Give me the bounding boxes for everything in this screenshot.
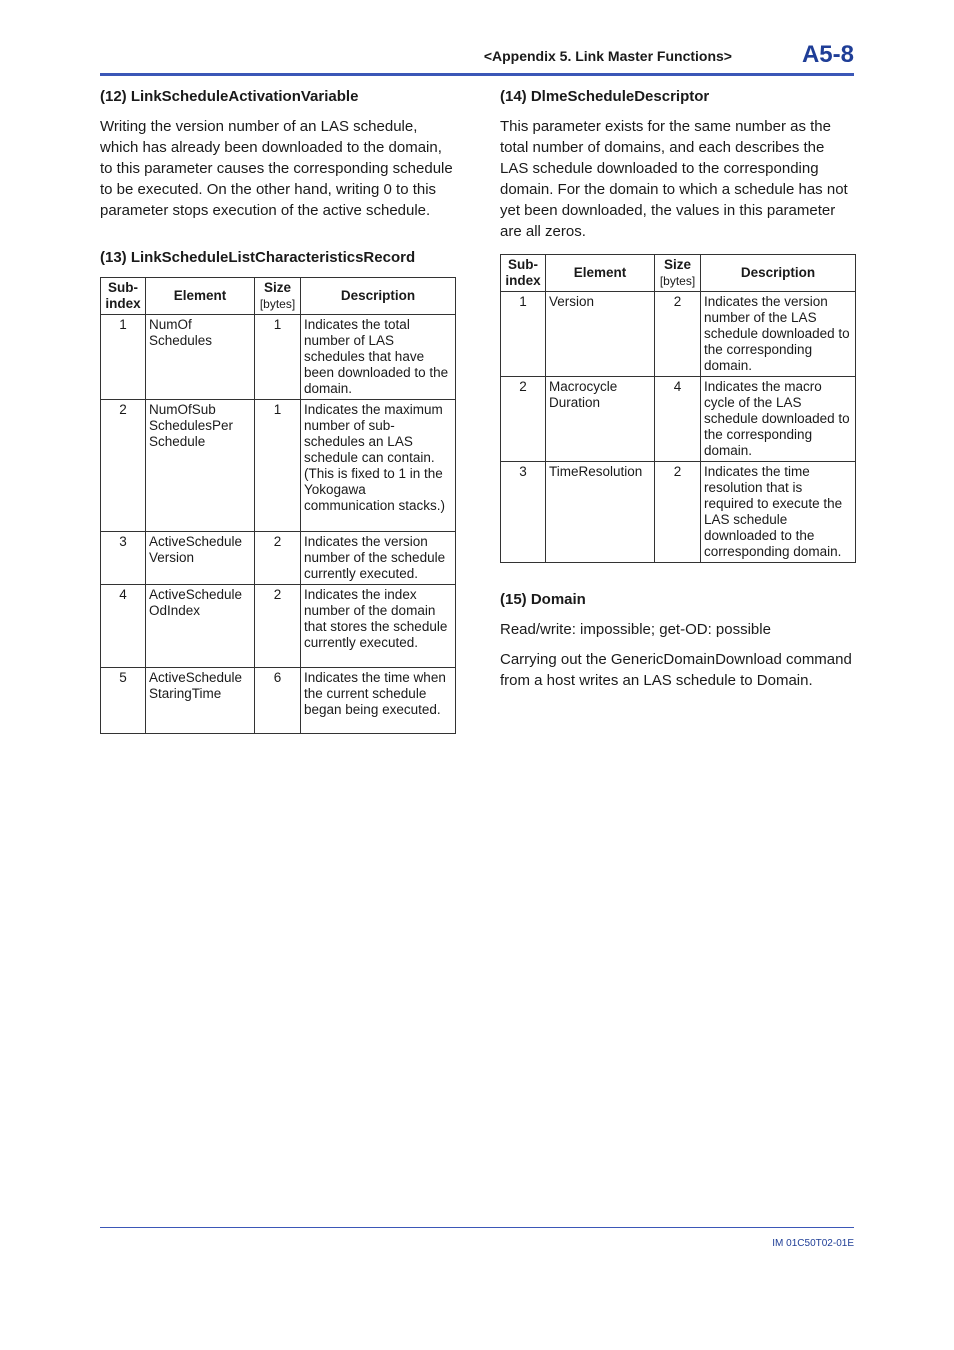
cell-description: Indicates the macro cycle of the LAS schedule downloaded to the corresponding domain.	[701, 377, 856, 462]
header-size: Size [bytes]	[655, 255, 701, 292]
cell-element: Macrocycle Duration	[546, 377, 655, 462]
section-13-table	[100, 277, 456, 734]
header-element: Element	[146, 278, 255, 315]
section-14-title: (14) DlmeScheduleDescriptor	[500, 88, 710, 105]
cell-subindex: 5	[101, 668, 146, 734]
cell-description: Indicates the time resolution that is required to execute the LAS schedule downloaded to the corresponding domain.	[701, 462, 856, 563]
table-row	[101, 400, 456, 532]
section-15-title: (15) Domain	[500, 591, 586, 608]
header-size: Size [bytes]	[255, 278, 301, 315]
cell-size: 2	[255, 532, 301, 585]
cell-subindex: 3	[501, 462, 546, 563]
section-14-body: This parameter exists for the same number as the total number of domains, and each describes the LAS schedule downloaded to the corresponding domain. For the domain to which a schedule has not yet been downloaded, the values in this parameter are all zeros.	[500, 118, 848, 240]
cell-subindex: 1	[101, 315, 146, 400]
table-row	[101, 668, 456, 734]
cell-subindex: 3	[101, 532, 146, 585]
cell-size: 4	[655, 377, 701, 462]
header-element: Element	[546, 255, 655, 292]
header-description: Description	[301, 278, 456, 315]
table-row	[501, 292, 856, 377]
cell-description: Indicates the version number of the schedule currently executed.	[301, 532, 456, 585]
table-header-row	[101, 278, 456, 315]
cell-description: Indicates the index number of the domain that stores the schedule currently executed.	[301, 585, 456, 668]
section-15-body-2: Carrying out the GenericDomainDownload command from a host writes an LAS schedule to Domain.	[500, 651, 852, 689]
cell-element: ActiveSchedule Version	[146, 532, 255, 585]
cell-size: 2	[655, 292, 701, 377]
cell-subindex: 2	[501, 377, 546, 462]
cell-description: Indicates the time when the current schedule began being executed.	[301, 668, 456, 734]
header-subindex: Sub- index	[101, 278, 146, 315]
cell-element: ActiveSchedule StaringTime	[146, 668, 255, 734]
cell-size: 1	[255, 315, 301, 400]
section-12-body: Writing the version number of an LAS schedule, which has already been downloaded to the domain, to this parameter causes the corresponding schedule to be executed. On the other hand, writing 0 to this parameter stops execution of the active schedule.	[100, 118, 453, 219]
section-13-title: (13) LinkScheduleListCharacteristicsRecord	[100, 249, 416, 266]
header-description: Description	[701, 255, 856, 292]
cell-element: NumOf Schedules	[146, 315, 255, 400]
cell-description: Indicates the version number of the LAS schedule downloaded to the corresponding domain.	[701, 292, 856, 377]
left-column	[100, 88, 456, 734]
cell-element: Version	[546, 292, 655, 377]
table-row	[101, 585, 456, 668]
header-rule	[100, 73, 854, 76]
table-row	[501, 462, 856, 563]
cell-size: 6	[255, 668, 301, 734]
cell-size: 2	[255, 585, 301, 668]
section-12-title: (12) LinkScheduleActivationVariable	[100, 88, 359, 105]
table-row	[501, 377, 856, 462]
cell-subindex: 1	[501, 292, 546, 377]
header-title: <Appendix 5. Link Master Functions>	[483, 48, 732, 64]
cell-size: 2	[655, 462, 701, 563]
page-number: A5-8	[801, 41, 854, 68]
section-14-table	[500, 254, 856, 563]
footer-rule	[100, 1227, 854, 1228]
cell-element: NumOfSub SchedulesPer Schedule	[146, 400, 255, 532]
table-header-row	[501, 255, 856, 292]
right-column	[500, 88, 856, 711]
footer-doc-id: IM 01C50T02-01E	[772, 1238, 854, 1249]
cell-element: ActiveSchedule OdIndex	[146, 585, 255, 668]
cell-subindex: 2	[101, 400, 146, 532]
section-15-body-1: Read/write: impossible; get-OD: possible	[500, 621, 771, 638]
cell-size: 1	[255, 400, 301, 532]
cell-description: Indicates the maximum number of sub-schedules an LAS schedule can contain. (This is fixed to 1 in the Yokogawa communication stacks.)	[301, 400, 456, 532]
cell-description: Indicates the total number of LAS schedules that have been downloaded to the domain.	[301, 315, 456, 400]
cell-subindex: 4	[101, 585, 146, 668]
cell-element: TimeResolution	[546, 462, 655, 563]
header-subindex: Sub- index	[501, 255, 546, 292]
table-row	[101, 315, 456, 400]
table-row	[101, 532, 456, 585]
